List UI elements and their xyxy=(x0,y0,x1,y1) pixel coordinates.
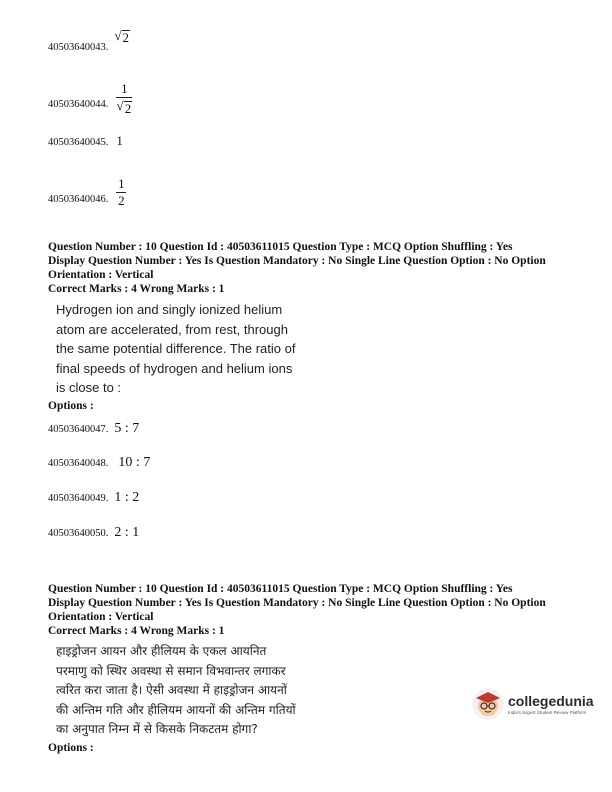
option-number: 40503640049. xyxy=(48,493,109,504)
collegedunia-logo xyxy=(472,688,594,720)
option-value: 1 xyxy=(116,133,123,148)
marks-line: Correct Marks : 4 Wrong Marks : 1 xyxy=(48,625,225,637)
question-text: Hydrogen ion and singly ionized helium atom are accelerated, from rest, through the same potential difference. The ratio of final speeds of hydrogen and helium ions is close to : xyxy=(56,302,296,395)
option-40503640047 xyxy=(48,421,139,437)
question-header: Question Number : 10 Question Id : 40503611015 Question Type : MCQ Option Shuffling : Yes Display Question Number : Yes Is Question Mandatory : No Single Line Question Option : No Option Orientation : Vertical xyxy=(48,583,546,623)
student-mascot-icon xyxy=(472,688,504,720)
option-number: 40503640047. xyxy=(48,424,109,435)
option-40503640046 xyxy=(48,176,126,222)
option-40503640043 xyxy=(48,28,130,54)
options-label: Options : xyxy=(48,742,94,754)
option-number: 40503640046. xyxy=(48,194,109,205)
option-number: 40503640050. xyxy=(48,528,109,539)
option-value: 1 : 2 xyxy=(114,490,140,505)
marks-line: Correct Marks : 4 Wrong Marks : 1 xyxy=(48,283,225,295)
option-value: 10 : 7 xyxy=(118,455,151,470)
option-40503640050 xyxy=(48,525,139,541)
option-40503640044 xyxy=(48,81,132,129)
fraction: $\frac{1}{2}$ xyxy=(118,176,125,208)
question-text-hindi: हाइड्रोजन आयन और हीलियम के एकल आयनित परमाणु को स्थिर अवस्था से समान विभवान्तर लगाकर त्वरित करा जाता है। ऐसी अवस्था में हाइड्रोजन आयनों की अन्तिम गति और हीलियम आयनों की अन्तिम गतियों का अनुपात निम्न में से किसके निकटतम होगा? xyxy=(56,644,296,736)
sqrt-expression: √ 2 xyxy=(114,28,130,45)
question-header: Question Number : 10 Question Id : 40503611015 Question Type : MCQ Option Shuffling : Yes Display Question Number : Yes Is Question Mandatory : No Single Line Question Option : No Option Orientation : Vertical xyxy=(48,241,546,281)
option-number: 40503640048. xyxy=(48,458,109,469)
option-number: 40503640045. xyxy=(48,137,109,148)
fraction: 1 √ 2 xyxy=(116,81,132,116)
option-40503640045 xyxy=(48,133,123,149)
option-value: 2 : 1 xyxy=(114,525,140,540)
option-number: 40503640043. xyxy=(48,42,109,53)
brand-tagline: India's largest Student Review Platform xyxy=(508,710,587,715)
option-value: 5 : 7 xyxy=(114,421,140,436)
option-40503640049 xyxy=(48,490,139,506)
option-40503640048 xyxy=(48,455,150,471)
brand-name: collegedunia xyxy=(508,693,594,709)
option-number: 40503640044. xyxy=(48,99,109,110)
options-label: Options : xyxy=(48,400,94,412)
